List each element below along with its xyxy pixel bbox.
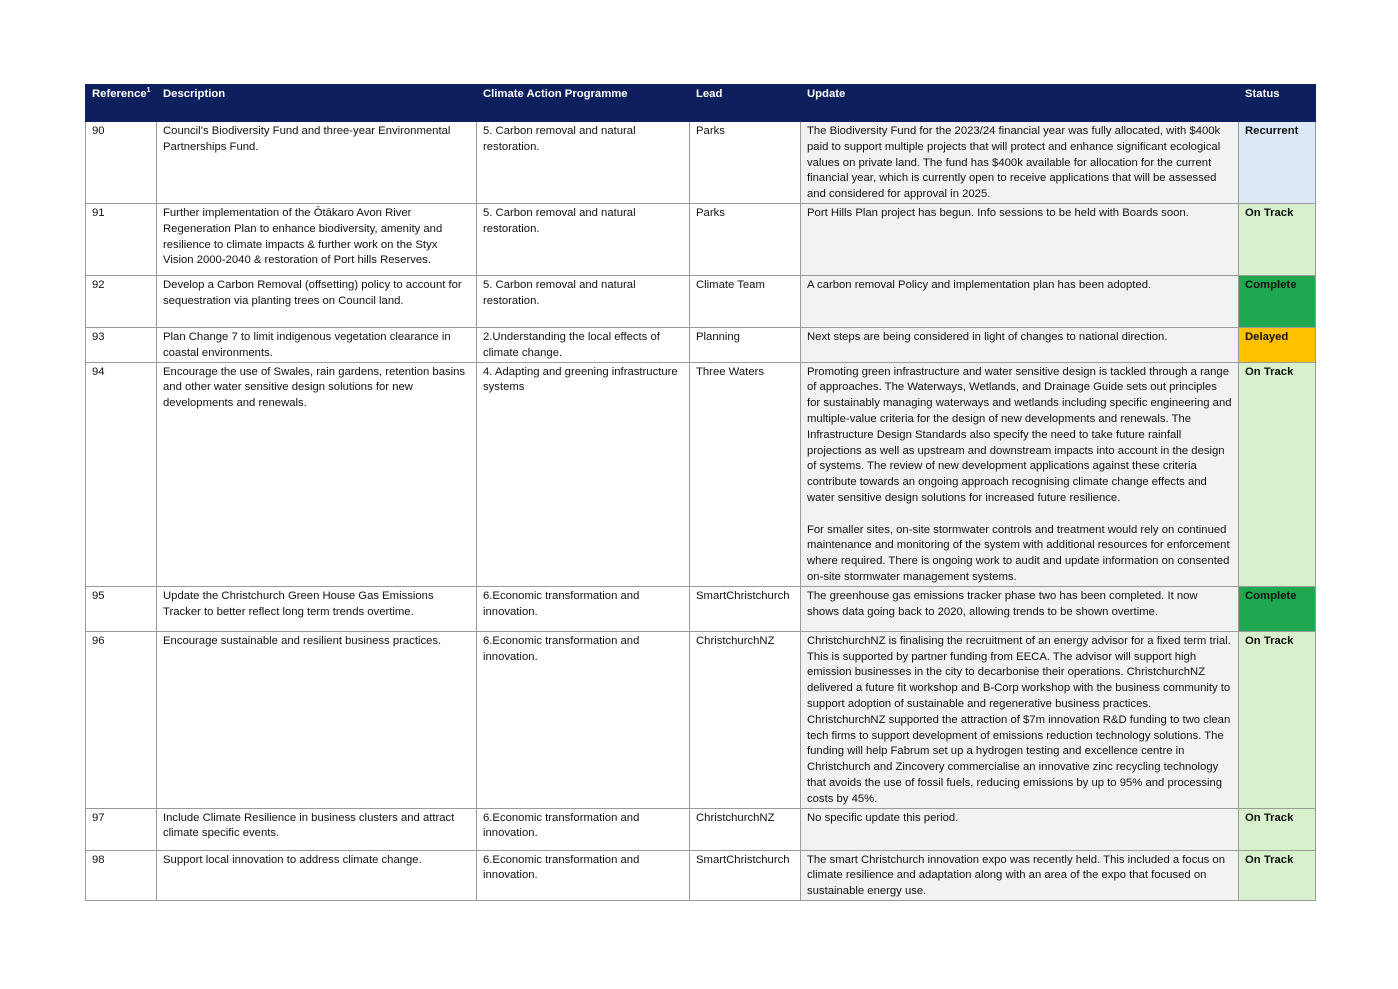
cell-update: No specific update this period. [801, 808, 1239, 850]
header-programme: Climate Action Programme [477, 85, 690, 122]
table-header-row [86, 85, 1316, 122]
update-paragraph: For smaller sites, on-site stormwater controls and treatment would rely on continued maintenance and monitoring of the system with additional resources for enforcement where required. There is ongoing work to audit and update information on consented on-site stormwater management systems. [807, 523, 1230, 583]
cell-programme: 6.Economic transformation and innovation. [477, 586, 690, 631]
header-lead: Lead [690, 85, 801, 122]
cell-update [801, 362, 1239, 586]
cell-description: Update the Christchurch Green House Gas Emissions Tracker to better reflect long term trends overtime. [157, 586, 477, 631]
climate-actions-table [85, 84, 1316, 901]
cell-update: The smart Christchurch innovation expo was recently held. This included a focus on climate resilience and adaptation along with an area of the expo that focused on sustainable energy use. [801, 850, 1239, 900]
cell-update: ChristchurchNZ is finalising the recruitment of an energy advisor for a fixed term trial. This is supported by partner funding from EECA. The advisor will support high emission businesses in the city to decarbonise their operations. ChristchurchNZ delivered a future fit workshop and B-Corp workshop with the business community to support adoption of sustainable and regenerative business practices. ChristchurchNZ supported the attraction of $7m innovation R&D funding to two clean tech firms to support development of emissions reduction technology solutions. The funding will help Fabrum set up a hydrogen testing and excellence centre in Christchurch and Zincovery commercialise an innovative zinc recycling technology that avoids the use of fossil fuels, reducing emissions by up to 95% and processing costs by 45%. [801, 631, 1239, 808]
cell-description: Encourage sustainable and resilient business practices. [157, 631, 477, 808]
cell-lead: ChristchurchNZ [690, 631, 801, 808]
table-row [86, 122, 1316, 204]
cell-update: Port Hills Plan project has begun. Info sessions to be held with Boards soon. [801, 203, 1239, 275]
cell-description: Plan Change 7 to limit indigenous vegetation clearance in coastal environments. [157, 327, 477, 362]
cell-programme: 6.Economic transformation and innovation. [477, 850, 690, 900]
cell-update: A carbon removal Policy and implementation plan has been adopted. [801, 275, 1239, 327]
status-badge: Delayed [1239, 327, 1316, 362]
cell-update: Next steps are being considered in light of changes to national direction. [801, 327, 1239, 362]
table-row [86, 808, 1316, 850]
table-row [86, 850, 1316, 900]
table-row [86, 631, 1316, 808]
cell-reference: 91 [86, 203, 157, 275]
cell-reference: 92 [86, 275, 157, 327]
cell-lead: SmartChristchurch [690, 586, 801, 631]
status-badge: On Track [1239, 631, 1316, 808]
cell-programme: 5. Carbon removal and natural restoration. [477, 122, 690, 204]
cell-lead: Three Waters [690, 362, 801, 586]
table-row [86, 275, 1316, 327]
cell-programme: 5. Carbon removal and natural restoration. [477, 275, 690, 327]
cell-reference: 98 [86, 850, 157, 900]
cell-reference: 97 [86, 808, 157, 850]
header-status: Status [1239, 85, 1316, 122]
cell-description: Further implementation of the Ōtākaro Avon River Regeneration Plan to enhance biodiversity, amenity and resilience to climate impacts & further work on the Styx Vision 2000-2040 & restoration of Port hills Reserves. [157, 203, 477, 275]
cell-reference: 93 [86, 327, 157, 362]
table-row [86, 203, 1316, 275]
cell-reference: 90 [86, 122, 157, 204]
status-badge: Complete [1239, 275, 1316, 327]
cell-programme: 5. Carbon removal and natural restoration. [477, 203, 690, 275]
cell-lead: Parks [690, 122, 801, 204]
update-paragraph: Promoting green infrastructure and water sensitive design is tackled through a range of approaches. The Waterways, Wetlands, and Drainage Guide sets out principles for sustainably managing waterways and wetlands including specific engineering and multiple-value criteria for the design of new developments and renewals. The Infrastructure Design Standards also specify the need to take future rainfall projections as well as upstream and downstream impacts into account in the design of systems. The review of new development applications against these criteria contribute towards an ongoing approach recognising climate change effects and water sensitive design solutions for increased future resilience. [807, 365, 1232, 504]
cell-lead: Climate Team [690, 275, 801, 327]
cell-reference: 96 [86, 631, 157, 808]
status-badge: On Track [1239, 850, 1316, 900]
cell-update: The greenhouse gas emissions tracker phase two has been completed. It now shows data going back to 2020, allowing trends to be shown overtime. [801, 586, 1239, 631]
cell-programme: 6.Economic transformation and innovation. [477, 631, 690, 808]
cell-description: Council’s Biodiversity Fund and three-year Environmental Partnerships Fund. [157, 122, 477, 204]
cell-description: Develop a Carbon Removal (offsetting) policy to account for sequestration via planting trees on Council land. [157, 275, 477, 327]
cell-reference: 95 [86, 586, 157, 631]
cell-reference: 94 [86, 362, 157, 586]
cell-programme: 4. Adapting and greening infrastructure systems [477, 362, 690, 586]
cell-lead: Parks [690, 203, 801, 275]
header-description: Description [157, 85, 477, 122]
status-badge: Recurrent [1239, 122, 1316, 204]
cell-update: The Biodiversity Fund for the 2023/24 financial year was fully allocated, with $400k paid to support multiple projects that will protect and enhance significant ecological values on private land. The fund has $400k available for allocation for the current financial year, which is currently open to receive applications that will be assessed and considered for approval in 2025. [801, 122, 1239, 204]
cell-description: Support local innovation to address climate change. [157, 850, 477, 900]
status-badge: On Track [1239, 808, 1316, 850]
cell-programme: 6.Economic transformation and innovation. [477, 808, 690, 850]
cell-description: Encourage the use of Swales, rain gardens, retention basins and other water sensitive design solutions for new developments and renewals. [157, 362, 477, 586]
table-row [86, 586, 1316, 631]
cell-description: Include Climate Resilience in business clusters and attract climate specific events. [157, 808, 477, 850]
cell-programme: 2.Understanding the local effects of climate change. [477, 327, 690, 362]
cell-lead: Planning [690, 327, 801, 362]
cell-lead: SmartChristchurch [690, 850, 801, 900]
table-row [86, 327, 1316, 362]
status-badge: On Track [1239, 362, 1316, 586]
header-reference: Reference$^1$ [86, 85, 157, 122]
footnote-marker: 1 [146, 87, 151, 95]
table-row [86, 362, 1316, 586]
status-badge: On Track [1239, 203, 1316, 275]
status-badge: Complete [1239, 586, 1316, 631]
cell-lead: ChristchurchNZ [690, 808, 801, 850]
header-update: Update [801, 85, 1239, 122]
